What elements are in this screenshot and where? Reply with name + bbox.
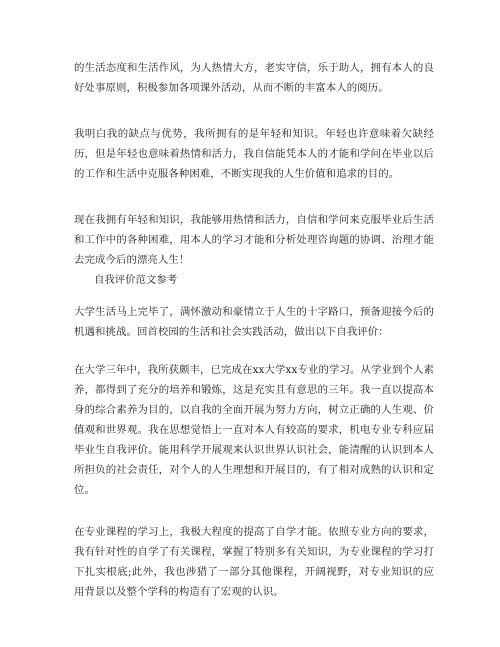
paragraph-4: 大学生活马上完毕了，满怀激动和豪情立于人生的十字路口，预备迎接今后的机遇和挑战。回首校园的生活和社会实践活动，做出以下自我评价： [74,306,434,338]
paragraph-3: 现在我拥有年轻和知识，我能够用热情和活力，自信和学问来克服毕业后生活和工作中的各种困难，用本人的学习才能和分析处理咨询题的协调、治理才能去完成今后的漂亮人生！ [74,214,434,266]
paragraph-6: 在专业课程的学习上，我极大程度的提高了自学才能。依照专业方向的要求，我有针对性的自学了有关课程，掌握了特别多有关知识，为专业课程的学习打下扎实根底;此外，我也涉猎了一部分其他课程，开阔视野，对专业知识的应用背景以及整个学科的构造有了宏观的认识。 [74,526,434,598]
paragraph-2: 我明白我的缺点与优势，我所拥有的是年轻和知识。年轻也许意味着欠缺经历，但是年轻也意味着热情和活力，我自信能凭本人的才能和学问在毕业以后的工作和生活中克服各种困难，不断实现我的人生价值和追求的目的。 [74,128,434,180]
paragraph-5: 在大学三年中，我所获颇丰，已完成在xx大学xx专业的学习。从学业到个人素养，都得到了充分的培养和锻炼，这是充实且有意思的三年。我一直以提高本身的综合素养为目的，以自我的全面开展为努力方向，树立正确的人生观、价值观和世界观。我在思想觉悟上一直对本人有较高的要求，机电专业专科应届毕业生自我评价。能用科学开展观来认识世界认识社会，能清醒的认识到本人所担负的社会责任，对个人的人生理想和开展目的，有了相对成熟的认识和定位。 [74,364,434,496]
paragraph-1: 的生活态度和生活作风，为人热情大方，老实守信，乐于助人，拥有本人的良好处事原则，积极参加各项课外活动，从而不断的丰富本人的阅历。 [74,62,434,94]
section-subheading: 自我评价范文参考 [94,274,178,286]
document-page [74,58,434,602]
